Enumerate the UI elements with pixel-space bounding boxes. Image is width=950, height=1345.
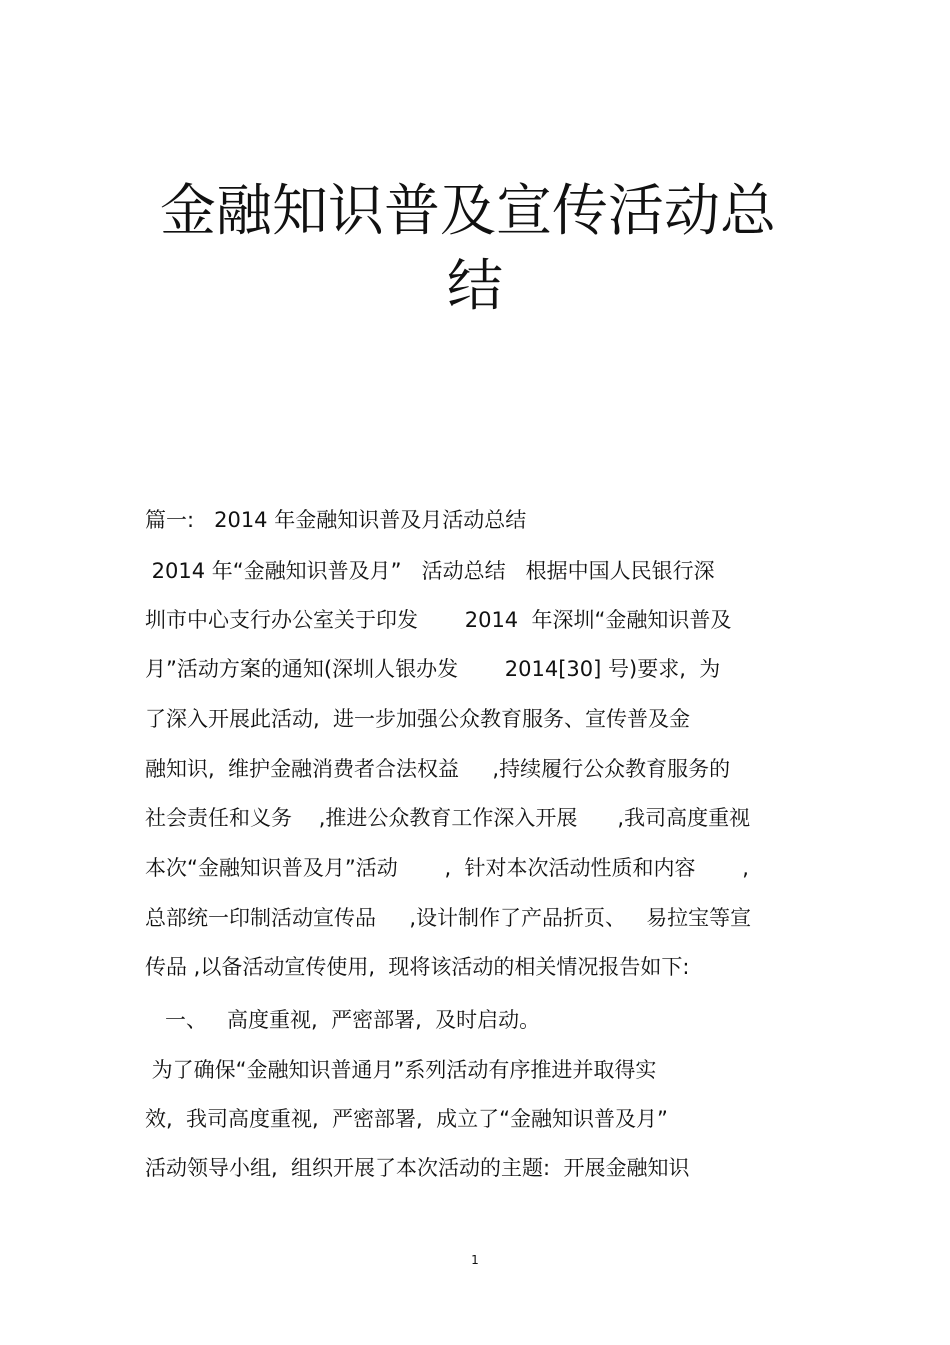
body-line: 活动领导小组, 组织开展了本次活动的主题: 开展金融知识 [145, 1156, 690, 1180]
body-line: 效, 我司高度重视, 严密部署, 成立了“金融知识普及月” [145, 1107, 668, 1131]
body-line: 月”活动方案的通知(深圳人银办发 2014[30] 号)要求, 为 [145, 657, 721, 681]
body-line: 社会责任和义务 ,推进公众教育工作深入开展 ,我司高度重视 [145, 806, 751, 830]
section-heading: 篇一: 2014 年金融知识普及月活动总结 [145, 508, 527, 532]
body-line: 了深入开展此活动, 进一步加强公众教育服务、宣传普及金 [145, 707, 691, 731]
body-line: 融知识, 维护金融消费者合法权益 ,持续履行公众教育服务的 [145, 757, 731, 781]
body-line: 传品 ,以备活动宣传使用, 现将该活动的相关情况报告如下: [145, 955, 690, 979]
document-title-line-1: 金融知识普及宣传活动总 [160, 179, 776, 244]
body-line: 圳市中心支行办公室关于印发 2014 年深圳“金融知识普及 [145, 608, 732, 632]
page-number: 1 [471, 1253, 479, 1267]
body-line: 2014 年“金融知识普及月” 活动总结 根据中国人民银行深 [145, 559, 715, 583]
body-line: 总部统一印制活动宣传品 ,设计制作了产品折页、 易拉宝等宣 [145, 906, 752, 930]
document-title-line-2: 结 [447, 254, 503, 319]
body-line: 本次“金融知识普及月”活动 , 针对本次活动性质和内容 , [145, 856, 749, 880]
body-line: 为了确保“金融知识普通月”系列活动有序推进并取得实 [145, 1058, 657, 1082]
subsection-heading: 一、 高度重视, 严密部署, 及时启动。 [145, 1008, 541, 1032]
